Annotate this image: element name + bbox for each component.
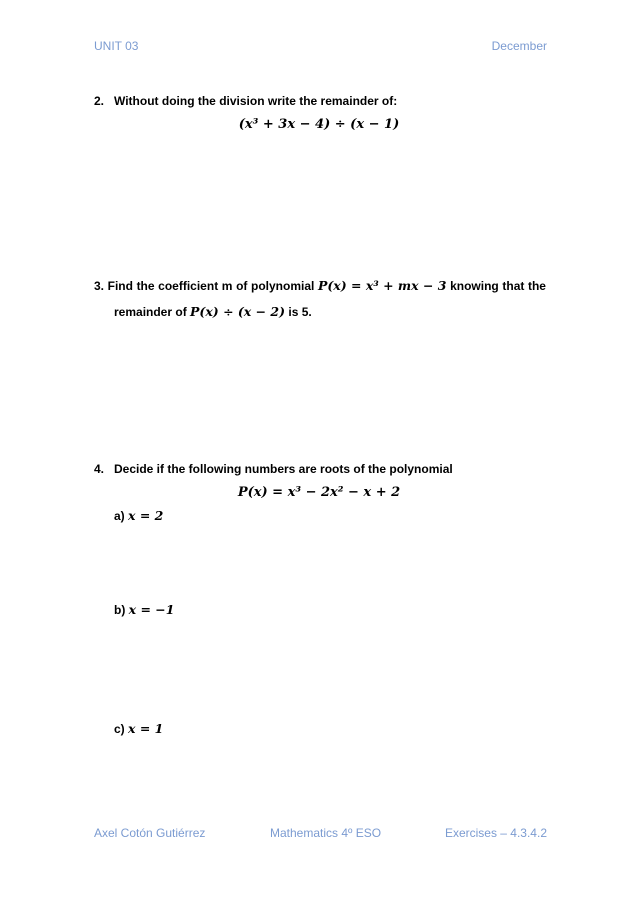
question-3-division: P(x) ÷ (x − 2) xyxy=(190,304,286,319)
q3-word-5: of xyxy=(236,279,248,293)
q3-tail-2: that xyxy=(502,279,525,293)
footer-exercises: Exercises – 4.3.4.2 xyxy=(444,826,547,840)
question-4-part-b xyxy=(114,602,174,617)
header-month: December xyxy=(491,39,547,53)
footer-subject: Mathematics 4º ESO xyxy=(270,826,382,840)
question-4 xyxy=(94,462,453,476)
question-3-line-2 xyxy=(114,304,312,319)
question-3-number: 3. xyxy=(94,279,105,293)
question-4-text: Decide if the following numbers are roots of the polynomial xyxy=(114,462,453,476)
question-2 xyxy=(94,94,397,108)
q3-word-4: m xyxy=(221,279,233,293)
part-a-value: x = 2 xyxy=(128,508,164,523)
part-c-label: c) xyxy=(114,722,125,736)
question-4-part-a xyxy=(114,508,163,523)
q3-line2-suffix: is 5. xyxy=(288,305,312,319)
q3-word-2: the xyxy=(136,279,155,293)
part-b-label: b) xyxy=(114,603,126,617)
question-4-formula: P(x) = x³ − 2x² − x + 2 xyxy=(237,485,401,500)
question-2-text: Without doing the division write the remainder of: xyxy=(114,94,398,108)
q3-tail-3: the xyxy=(527,279,546,293)
question-3-polynomial: P(x) = x³ + mx − 3 xyxy=(317,278,447,293)
q3-word-3: coefficient xyxy=(158,279,219,293)
part-b-value: x = −1 xyxy=(128,602,175,617)
part-c-value: x = 1 xyxy=(128,721,164,736)
q3-tail-1: knowing xyxy=(450,279,499,293)
question-2-number: 2. xyxy=(94,94,105,108)
header-unit: UNIT 03 xyxy=(94,39,139,53)
question-2-formula: (x³ + 3x − 4) ÷ (x − 1) xyxy=(238,117,400,132)
question-4-number: 4. xyxy=(94,462,105,476)
q3-word-1: Find xyxy=(107,279,133,293)
part-a-label: a) xyxy=(114,509,125,523)
q3-word-6: polynomial xyxy=(251,279,315,293)
question-3-line-1 xyxy=(94,278,546,293)
question-4-part-c xyxy=(114,721,163,736)
footer-author: Axel Cotón Gutiérrez xyxy=(94,826,206,840)
q3-line2-prefix: remainder of xyxy=(114,305,187,319)
